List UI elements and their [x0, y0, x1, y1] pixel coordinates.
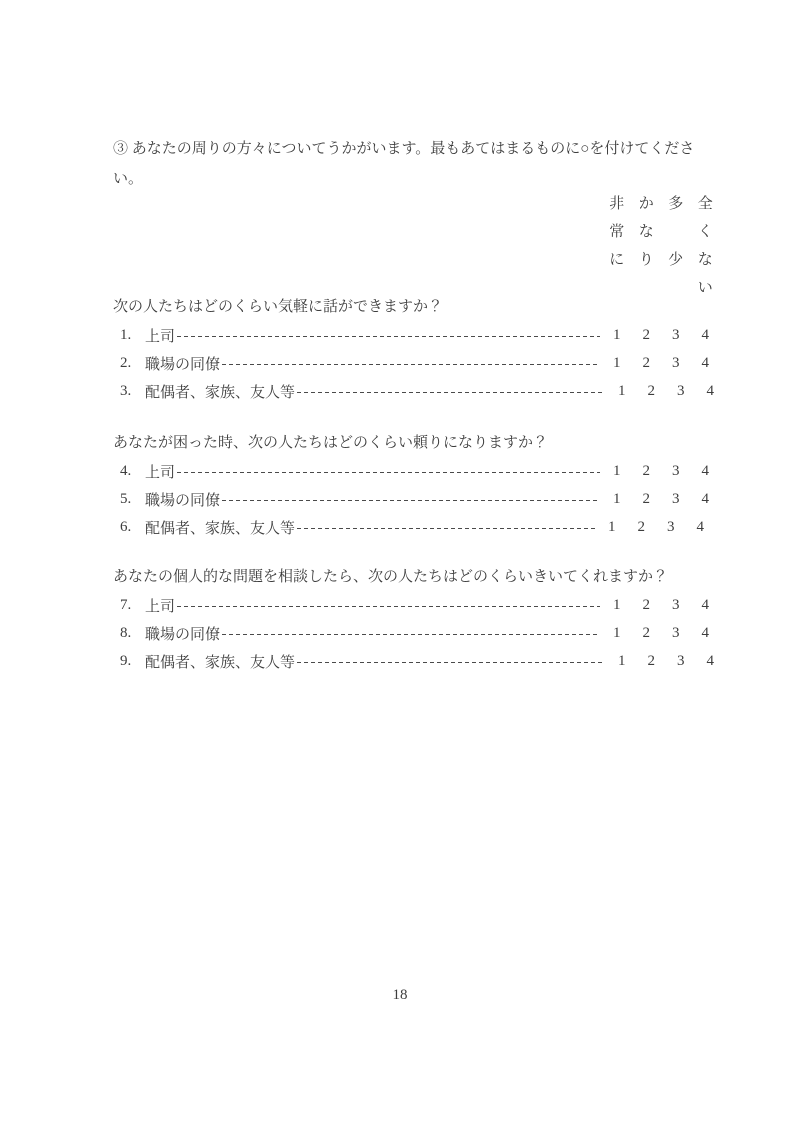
questionnaire-item-row	[113, 349, 710, 377]
dash-leader	[177, 472, 600, 473]
answer-choice[interactable]: 2	[647, 653, 655, 669]
item-label: 上司	[145, 598, 176, 615]
answer-choice[interactable]: 3	[672, 327, 680, 343]
scale-option-char: 非	[609, 196, 625, 212]
item-label: 上司	[145, 328, 176, 345]
scale-option-char: 常	[609, 224, 625, 240]
scale-option-char: か	[638, 196, 654, 212]
answer-choice[interactable]: 3	[667, 519, 675, 535]
answer-choice[interactable]: 1	[613, 625, 621, 641]
section-question: あなたが困った時、次の人たちはどのくらい頼りになりますか？	[113, 435, 549, 451]
answer-choice[interactable]: 1	[618, 653, 626, 669]
item-number: 1.	[120, 326, 132, 343]
answer-choice[interactable]: 1	[613, 355, 621, 371]
answer-choice[interactable]: 4	[701, 327, 709, 343]
answer-choice[interactable]: 1	[613, 597, 621, 613]
scale-option-char: 全	[697, 196, 713, 212]
answer-choice[interactable]: 2	[642, 625, 650, 641]
item-label: 職場の同僚	[145, 356, 221, 373]
scale-option-char: り	[638, 252, 654, 268]
answer-choice[interactable]: 2	[642, 327, 650, 343]
questionnaire-item-row	[113, 591, 710, 619]
scale-option-char: 多	[668, 196, 684, 212]
answer-choices	[597, 513, 715, 541]
page-number: 18	[392, 987, 408, 1003]
answer-choice[interactable]: 3	[672, 491, 680, 507]
question-section	[113, 293, 714, 405]
item-label: 配偶者、家族、友人等	[145, 654, 296, 671]
answer-choice[interactable]: 3	[672, 625, 680, 641]
answer-choice[interactable]: 4	[701, 625, 709, 641]
answer-choice[interactable]: 4	[696, 519, 704, 535]
answer-choice[interactable]: 1	[613, 327, 621, 343]
item-number: 5.	[120, 490, 132, 507]
questionnaire-item-row	[113, 377, 714, 405]
answer-choices	[602, 321, 720, 349]
item-label: 配偶者、家族、友人等	[145, 520, 296, 537]
answer-choices	[602, 349, 720, 377]
questionnaire-item-row	[113, 457, 710, 485]
question-sections	[113, 0, 714, 1131]
answer-choices	[602, 457, 720, 485]
questionnaire-item-row	[113, 513, 710, 541]
answer-choice[interactable]: 3	[672, 355, 680, 371]
answer-choice[interactable]: 4	[706, 653, 714, 669]
answer-choice[interactable]: 3	[677, 383, 685, 399]
answer-choice[interactable]: 2	[642, 597, 650, 613]
item-label: 上司	[145, 464, 176, 481]
dash-leader	[222, 500, 600, 501]
answer-choice[interactable]: 1	[613, 491, 621, 507]
scale-option-char: な	[638, 224, 654, 240]
item-label: 配偶者、家族、友人等	[145, 384, 296, 401]
dash-leader	[177, 606, 600, 607]
item-number: 3.	[120, 382, 132, 399]
dash-leader	[177, 336, 600, 337]
dash-leader	[222, 634, 600, 635]
page-content	[113, 0, 714, 1131]
answer-choices	[602, 591, 720, 619]
answer-choices	[607, 377, 725, 405]
scale-option-char: な	[697, 252, 713, 268]
scale-option-char: 少	[668, 252, 684, 268]
dash-leader	[297, 392, 605, 393]
scale-option-char: く	[697, 224, 713, 240]
dash-leader	[297, 662, 605, 663]
item-number: 8.	[120, 624, 132, 641]
answer-choices	[607, 647, 725, 675]
questionnaire-item-row	[113, 485, 710, 513]
answer-choice[interactable]: 3	[672, 597, 680, 613]
answer-choices	[602, 485, 720, 513]
answer-choice[interactable]: 1	[618, 383, 626, 399]
answer-choice[interactable]: 1	[613, 463, 621, 479]
questionnaire-item-row	[113, 647, 714, 675]
intro-text: ③ あなたの周りの方々についてうかがいます。最もあてはまるものに○を付けてください。	[113, 141, 695, 187]
scale-option-char: い	[697, 280, 713, 296]
item-number: 7.	[120, 596, 132, 613]
answer-choice[interactable]: 2	[637, 519, 645, 535]
item-number: 6.	[120, 518, 132, 535]
answer-choice[interactable]: 2	[647, 383, 655, 399]
answer-choice[interactable]: 4	[701, 491, 709, 507]
answer-choice[interactable]: 2	[642, 355, 650, 371]
item-label: 職場の同僚	[145, 492, 221, 509]
answer-choice[interactable]: 4	[706, 383, 714, 399]
answer-choice[interactable]: 4	[701, 355, 709, 371]
scale-option-char: に	[609, 252, 625, 268]
answer-choices	[602, 619, 720, 647]
item-number: 9.	[120, 652, 132, 669]
answer-choice[interactable]: 1	[608, 519, 616, 535]
answer-choice[interactable]: 3	[677, 653, 685, 669]
question-section	[113, 563, 714, 675]
questionnaire-item-row	[113, 619, 710, 647]
answer-choice[interactable]: 2	[642, 463, 650, 479]
dash-leader	[297, 528, 595, 529]
item-number: 4.	[120, 462, 132, 479]
questionnaire-item-row	[113, 321, 710, 349]
item-label: 職場の同僚	[145, 626, 221, 643]
answer-choice[interactable]: 4	[701, 597, 709, 613]
section-question: 次の人たちはどのくらい気軽に話ができますか？	[113, 299, 444, 315]
answer-choice[interactable]: 2	[642, 491, 650, 507]
answer-choice[interactable]: 3	[672, 463, 680, 479]
section-question: あなたの個人的な問題を相談したら、次の人たちはどのくらいきいてくれますか？	[113, 569, 669, 585]
question-section	[113, 429, 710, 541]
answer-choice[interactable]: 4	[701, 463, 709, 479]
dash-leader	[222, 364, 600, 365]
item-number: 2.	[120, 354, 132, 371]
